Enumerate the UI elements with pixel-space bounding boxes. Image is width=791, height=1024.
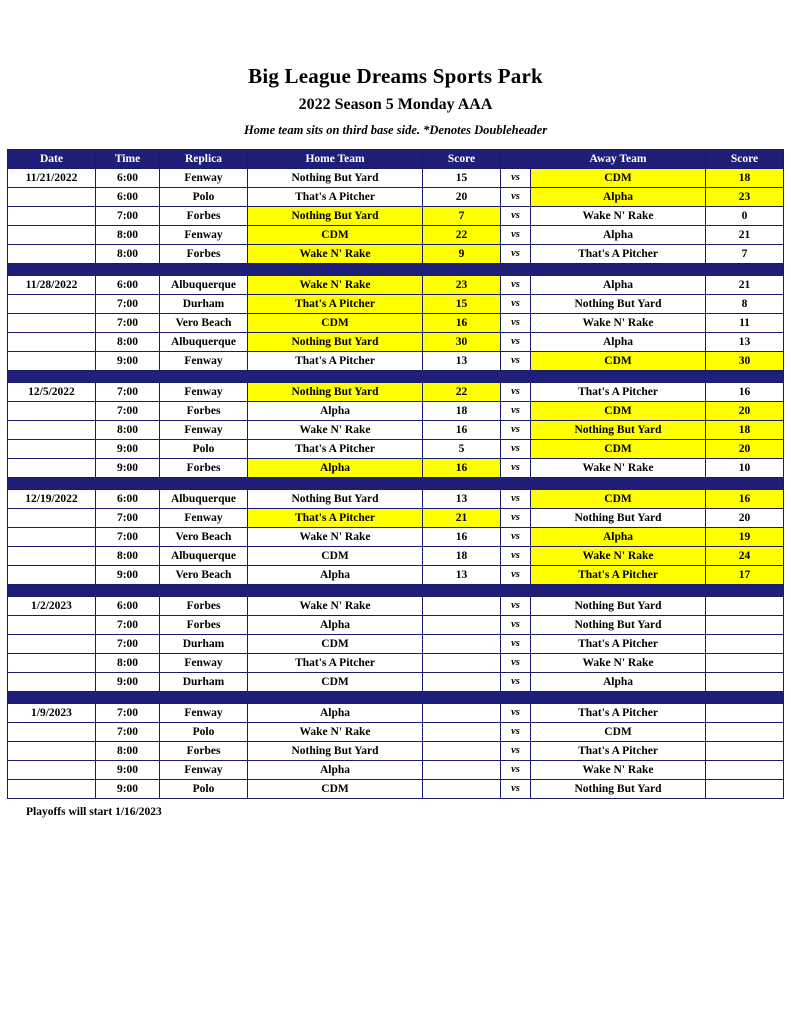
cell-away-score <box>706 654 784 673</box>
cell-date <box>8 509 96 528</box>
table-row <box>8 226 784 245</box>
cell-time: 6:00 <box>96 276 160 295</box>
cell-away-score: 13 <box>706 333 784 352</box>
table-row <box>8 295 784 314</box>
cell-vs-label: vs <box>501 509 531 528</box>
cell-home-team: Alpha <box>248 459 423 478</box>
cell-replica: Durham <box>160 673 248 692</box>
cell-date <box>8 566 96 585</box>
table-row <box>8 635 784 654</box>
table-row <box>8 314 784 333</box>
cell-home-score: 20 <box>423 188 501 207</box>
cell-away-score: 18 <box>706 169 784 188</box>
table-row <box>8 597 784 616</box>
cell-away-score <box>706 673 784 692</box>
cell-away-score <box>706 616 784 635</box>
cell-home-team: Wake N' Rake <box>248 276 423 295</box>
column-header-away-score: Score <box>706 150 784 169</box>
cell-home-score <box>423 616 501 635</box>
cell-away-team: Nothing But Yard <box>531 597 706 616</box>
column-header-vs <box>501 150 531 169</box>
cell-away-team: That's A Pitcher <box>531 245 706 264</box>
cell-away-team: CDM <box>531 490 706 509</box>
cell-time: 6:00 <box>96 188 160 207</box>
table-row <box>8 704 784 723</box>
cell-date <box>8 440 96 459</box>
cell-vs-label: vs <box>501 566 531 585</box>
cell-home-team: That's A Pitcher <box>248 509 423 528</box>
cell-vs-label: vs <box>501 245 531 264</box>
cell-away-team: Nothing But Yard <box>531 780 706 799</box>
cell-replica: Polo <box>160 780 248 799</box>
cell-replica: Albuquerque <box>160 333 248 352</box>
cell-home-score <box>423 780 501 799</box>
cell-date: 1/2/2023 <box>8 597 96 616</box>
cell-replica: Albuquerque <box>160 276 248 295</box>
cell-replica: Fenway <box>160 383 248 402</box>
cell-replica: Fenway <box>160 654 248 673</box>
cell-home-team: That's A Pitcher <box>248 654 423 673</box>
cell-home-team: That's A Pitcher <box>248 188 423 207</box>
cell-home-team: Nothing But Yard <box>248 383 423 402</box>
cell-home-team: Wake N' Rake <box>248 723 423 742</box>
cell-date <box>8 654 96 673</box>
cell-away-score: 23 <box>706 188 784 207</box>
cell-away-score: 16 <box>706 383 784 402</box>
cell-date <box>8 780 96 799</box>
cell-date: 12/5/2022 <box>8 383 96 402</box>
cell-vs-label: vs <box>501 742 531 761</box>
cell-replica: Fenway <box>160 169 248 188</box>
table-row <box>8 333 784 352</box>
cell-replica: Fenway <box>160 226 248 245</box>
cell-date <box>8 245 96 264</box>
cell-home-team: CDM <box>248 547 423 566</box>
cell-replica: Forbes <box>160 402 248 421</box>
cell-away-score <box>706 704 784 723</box>
cell-time: 6:00 <box>96 597 160 616</box>
cell-replica: Polo <box>160 188 248 207</box>
cell-time: 9:00 <box>96 761 160 780</box>
cell-away-team: Wake N' Rake <box>531 761 706 780</box>
cell-home-score: 16 <box>423 528 501 547</box>
cell-replica: Fenway <box>160 704 248 723</box>
table-row <box>8 566 784 585</box>
cell-date <box>8 459 96 478</box>
table-row <box>8 383 784 402</box>
cell-replica: Forbes <box>160 597 248 616</box>
cell-time: 9:00 <box>96 440 160 459</box>
cell-away-score <box>706 761 784 780</box>
page-subtitle: 2022 Season 5 Monday AAA <box>298 96 493 113</box>
cell-vs-label: vs <box>501 528 531 547</box>
cell-vs-label: vs <box>501 704 531 723</box>
cell-vs-label: vs <box>501 673 531 692</box>
cell-date: 11/21/2022 <box>8 169 96 188</box>
cell-away-score: 8 <box>706 295 784 314</box>
cell-time: 8:00 <box>96 421 160 440</box>
cell-date <box>8 547 96 566</box>
cell-away-score: 20 <box>706 402 784 421</box>
cell-away-team: Wake N' Rake <box>531 547 706 566</box>
table-row <box>8 723 784 742</box>
cell-date <box>8 673 96 692</box>
group-separator-cell <box>8 371 784 383</box>
cell-away-team: CDM <box>531 402 706 421</box>
cell-time: 7:00 <box>96 509 160 528</box>
cell-home-team: That's A Pitcher <box>248 295 423 314</box>
cell-home-score: 21 <box>423 509 501 528</box>
cell-date <box>8 421 96 440</box>
cell-vs-label: vs <box>501 654 531 673</box>
group-separator-cell <box>8 585 784 597</box>
cell-vs-label: vs <box>501 207 531 226</box>
cell-away-team: CDM <box>531 723 706 742</box>
table-row <box>8 245 784 264</box>
cell-time: 6:00 <box>96 169 160 188</box>
column-header-time: Time <box>96 150 160 169</box>
cell-date: 11/28/2022 <box>8 276 96 295</box>
table-row <box>8 188 784 207</box>
cell-replica: Durham <box>160 295 248 314</box>
cell-away-score: 7 <box>706 245 784 264</box>
cell-home-score: 15 <box>423 295 501 314</box>
cell-date <box>8 226 96 245</box>
playoffs-note: Playoffs will start 1/16/2023 <box>26 806 162 818</box>
table-row <box>8 654 784 673</box>
cell-home-team: CDM <box>248 314 423 333</box>
cell-home-score <box>423 761 501 780</box>
cell-away-score <box>706 780 784 799</box>
table-body <box>8 169 784 799</box>
cell-away-score: 0 <box>706 207 784 226</box>
cell-away-score <box>706 635 784 654</box>
cell-replica: Forbes <box>160 616 248 635</box>
cell-time: 8:00 <box>96 226 160 245</box>
cell-home-score: 22 <box>423 226 501 245</box>
cell-date <box>8 207 96 226</box>
group-separator-row <box>8 585 784 597</box>
cell-vs-label: vs <box>501 295 531 314</box>
cell-time: 7:00 <box>96 207 160 226</box>
cell-away-team: Wake N' Rake <box>531 207 706 226</box>
cell-home-score: 13 <box>423 352 501 371</box>
cell-time: 9:00 <box>96 566 160 585</box>
cell-away-team: CDM <box>531 169 706 188</box>
cell-time: 8:00 <box>96 245 160 264</box>
cell-date <box>8 333 96 352</box>
cell-home-score <box>423 673 501 692</box>
table-row <box>8 207 784 226</box>
cell-away-team: That's A Pitcher <box>531 635 706 654</box>
cell-home-team: Alpha <box>248 616 423 635</box>
cell-time: 9:00 <box>96 673 160 692</box>
group-separator-row <box>8 264 784 276</box>
cell-home-team: Alpha <box>248 704 423 723</box>
cell-away-team: Alpha <box>531 226 706 245</box>
table-row <box>8 421 784 440</box>
cell-home-team: Nothing But Yard <box>248 169 423 188</box>
cell-vs-label: vs <box>501 226 531 245</box>
cell-replica: Fenway <box>160 421 248 440</box>
cell-home-team: CDM <box>248 780 423 799</box>
cell-time: 7:00 <box>96 295 160 314</box>
cell-home-score <box>423 704 501 723</box>
cell-vs-label: vs <box>501 547 531 566</box>
table-row <box>8 509 784 528</box>
cell-time: 9:00 <box>96 459 160 478</box>
table-row <box>8 528 784 547</box>
cell-vs-label: vs <box>501 723 531 742</box>
cell-home-team: Nothing But Yard <box>248 333 423 352</box>
cell-vs-label: vs <box>501 780 531 799</box>
cell-home-score <box>423 654 501 673</box>
cell-home-team: Alpha <box>248 761 423 780</box>
cell-home-team: That's A Pitcher <box>248 352 423 371</box>
cell-home-score <box>423 635 501 654</box>
cell-replica: Vero Beach <box>160 528 248 547</box>
cell-away-score <box>706 597 784 616</box>
cell-vs-label: vs <box>501 383 531 402</box>
table-row <box>8 440 784 459</box>
cell-vs-label: vs <box>501 333 531 352</box>
cell-home-score: 22 <box>423 383 501 402</box>
table-row <box>8 459 784 478</box>
cell-vs-label: vs <box>501 616 531 635</box>
cell-home-team: Nothing But Yard <box>248 490 423 509</box>
cell-away-team: Nothing But Yard <box>531 616 706 635</box>
table-row <box>8 169 784 188</box>
cell-home-score: 18 <box>423 547 501 566</box>
table-row <box>8 352 784 371</box>
document-header <box>0 0 791 138</box>
cell-away-score: 17 <box>706 566 784 585</box>
cell-away-score: 18 <box>706 421 784 440</box>
column-header-home-team: Home Team <box>248 150 423 169</box>
group-separator-cell <box>8 478 784 490</box>
cell-home-score: 16 <box>423 459 501 478</box>
cell-away-team: CDM <box>531 352 706 371</box>
table-row <box>8 742 784 761</box>
cell-away-team: Nothing But Yard <box>531 421 706 440</box>
cell-away-team: Alpha <box>531 673 706 692</box>
cell-date <box>8 295 96 314</box>
cell-replica: Albuquerque <box>160 490 248 509</box>
cell-away-score: 19 <box>706 528 784 547</box>
cell-time: 7:00 <box>96 314 160 333</box>
cell-vs-label: vs <box>501 635 531 654</box>
cell-date <box>8 188 96 207</box>
cell-time: 7:00 <box>96 383 160 402</box>
cell-home-team: CDM <box>248 673 423 692</box>
cell-date <box>8 723 96 742</box>
cell-date <box>8 402 96 421</box>
cell-home-score <box>423 742 501 761</box>
cell-home-team: CDM <box>248 226 423 245</box>
group-separator-row <box>8 478 784 490</box>
cell-away-score: 24 <box>706 547 784 566</box>
cell-vs-label: vs <box>501 314 531 333</box>
cell-date: 12/19/2022 <box>8 490 96 509</box>
cell-time: 8:00 <box>96 654 160 673</box>
cell-date <box>8 616 96 635</box>
cell-replica: Durham <box>160 635 248 654</box>
cell-home-score: 13 <box>423 566 501 585</box>
column-header-replica: Replica <box>160 150 248 169</box>
cell-away-score <box>706 723 784 742</box>
cell-away-score: 20 <box>706 440 784 459</box>
cell-time: 7:00 <box>96 704 160 723</box>
group-separator-cell <box>8 692 784 704</box>
cell-vs-label: vs <box>501 421 531 440</box>
cell-away-team: Alpha <box>531 276 706 295</box>
cell-vs-label: vs <box>501 276 531 295</box>
cell-time: 7:00 <box>96 402 160 421</box>
cell-home-team: Wake N' Rake <box>248 245 423 264</box>
cell-vs-label: vs <box>501 188 531 207</box>
column-header-away-team: Away Team <box>531 150 706 169</box>
cell-home-team: That's A Pitcher <box>248 440 423 459</box>
cell-away-team: Nothing But Yard <box>531 295 706 314</box>
cell-time: 7:00 <box>96 723 160 742</box>
cell-replica: Fenway <box>160 509 248 528</box>
cell-replica: Polo <box>160 440 248 459</box>
cell-replica: Albuquerque <box>160 547 248 566</box>
cell-vs-label: vs <box>501 440 531 459</box>
cell-away-score: 10 <box>706 459 784 478</box>
cell-date <box>8 314 96 333</box>
table-header-row <box>8 150 784 169</box>
cell-time: 7:00 <box>96 616 160 635</box>
cell-time: 6:00 <box>96 490 160 509</box>
cell-away-team: That's A Pitcher <box>531 566 706 585</box>
cell-home-score: 15 <box>423 169 501 188</box>
cell-home-team: CDM <box>248 635 423 654</box>
cell-away-team: Alpha <box>531 528 706 547</box>
cell-away-team: Alpha <box>531 333 706 352</box>
table-row <box>8 761 784 780</box>
cell-date <box>8 635 96 654</box>
cell-away-team: That's A Pitcher <box>531 742 706 761</box>
cell-home-team: Nothing But Yard <box>248 207 423 226</box>
cell-home-score: 13 <box>423 490 501 509</box>
cell-vs-label: vs <box>501 402 531 421</box>
cell-home-score: 16 <box>423 421 501 440</box>
schedule-table <box>7 149 784 799</box>
cell-time: 7:00 <box>96 528 160 547</box>
cell-home-score: 23 <box>423 276 501 295</box>
cell-home-team: Alpha <box>248 402 423 421</box>
cell-time: 9:00 <box>96 780 160 799</box>
cell-replica: Fenway <box>160 352 248 371</box>
cell-away-score: 20 <box>706 509 784 528</box>
cell-vs-label: vs <box>501 169 531 188</box>
cell-home-score: 30 <box>423 333 501 352</box>
cell-away-team: That's A Pitcher <box>531 704 706 723</box>
cell-replica: Forbes <box>160 245 248 264</box>
cell-home-score <box>423 723 501 742</box>
cell-away-team: Nothing But Yard <box>531 509 706 528</box>
column-header-home-score: Score <box>423 150 501 169</box>
cell-vs-label: vs <box>501 761 531 780</box>
cell-replica: Forbes <box>160 459 248 478</box>
table-row <box>8 490 784 509</box>
cell-time: 8:00 <box>96 742 160 761</box>
table-row <box>8 616 784 635</box>
cell-home-score: 9 <box>423 245 501 264</box>
table-row <box>8 673 784 692</box>
table-row <box>8 547 784 566</box>
cell-home-team: Wake N' Rake <box>248 421 423 440</box>
cell-away-team: Alpha <box>531 188 706 207</box>
cell-home-team: Alpha <box>248 566 423 585</box>
cell-home-score: 16 <box>423 314 501 333</box>
cell-vs-label: vs <box>501 597 531 616</box>
cell-away-score: 11 <box>706 314 784 333</box>
cell-replica: Forbes <box>160 207 248 226</box>
table-row <box>8 780 784 799</box>
cell-home-team: Wake N' Rake <box>248 597 423 616</box>
cell-home-score: 7 <box>423 207 501 226</box>
cell-replica: Forbes <box>160 742 248 761</box>
table-row <box>8 402 784 421</box>
cell-away-score: 21 <box>706 226 784 245</box>
cell-vs-label: vs <box>501 459 531 478</box>
cell-vs-label: vs <box>501 352 531 371</box>
cell-away-score: 30 <box>706 352 784 371</box>
cell-time: 8:00 <box>96 333 160 352</box>
cell-home-team: Nothing But Yard <box>248 742 423 761</box>
cell-replica: Vero Beach <box>160 566 248 585</box>
group-separator-cell <box>8 264 784 276</box>
cell-date <box>8 528 96 547</box>
page-title: Big League Dreams Sports Park <box>248 64 543 88</box>
group-separator-row <box>8 371 784 383</box>
cell-replica: Vero Beach <box>160 314 248 333</box>
cell-away-score: 16 <box>706 490 784 509</box>
cell-time: 8:00 <box>96 547 160 566</box>
cell-home-score <box>423 597 501 616</box>
column-header-date: Date <box>8 150 96 169</box>
cell-date <box>8 761 96 780</box>
cell-date: 1/9/2023 <box>8 704 96 723</box>
cell-home-team: Wake N' Rake <box>248 528 423 547</box>
cell-time: 9:00 <box>96 352 160 371</box>
table-row <box>8 276 784 295</box>
cell-home-score: 5 <box>423 440 501 459</box>
cell-away-team: Wake N' Rake <box>531 314 706 333</box>
cell-replica: Fenway <box>160 761 248 780</box>
cell-away-team: That's A Pitcher <box>531 383 706 402</box>
cell-away-score <box>706 742 784 761</box>
cell-away-team: Wake N' Rake <box>531 654 706 673</box>
cell-away-team: CDM <box>531 440 706 459</box>
cell-date <box>8 352 96 371</box>
cell-vs-label: vs <box>501 490 531 509</box>
group-separator-row <box>8 692 784 704</box>
cell-time: 7:00 <box>96 635 160 654</box>
cell-away-team: Wake N' Rake <box>531 459 706 478</box>
cell-away-score: 21 <box>706 276 784 295</box>
cell-date <box>8 742 96 761</box>
cell-home-score: 18 <box>423 402 501 421</box>
cell-replica: Polo <box>160 723 248 742</box>
home-team-note: Home team sits on third base side. *Denotes Doubleheader <box>243 123 548 137</box>
